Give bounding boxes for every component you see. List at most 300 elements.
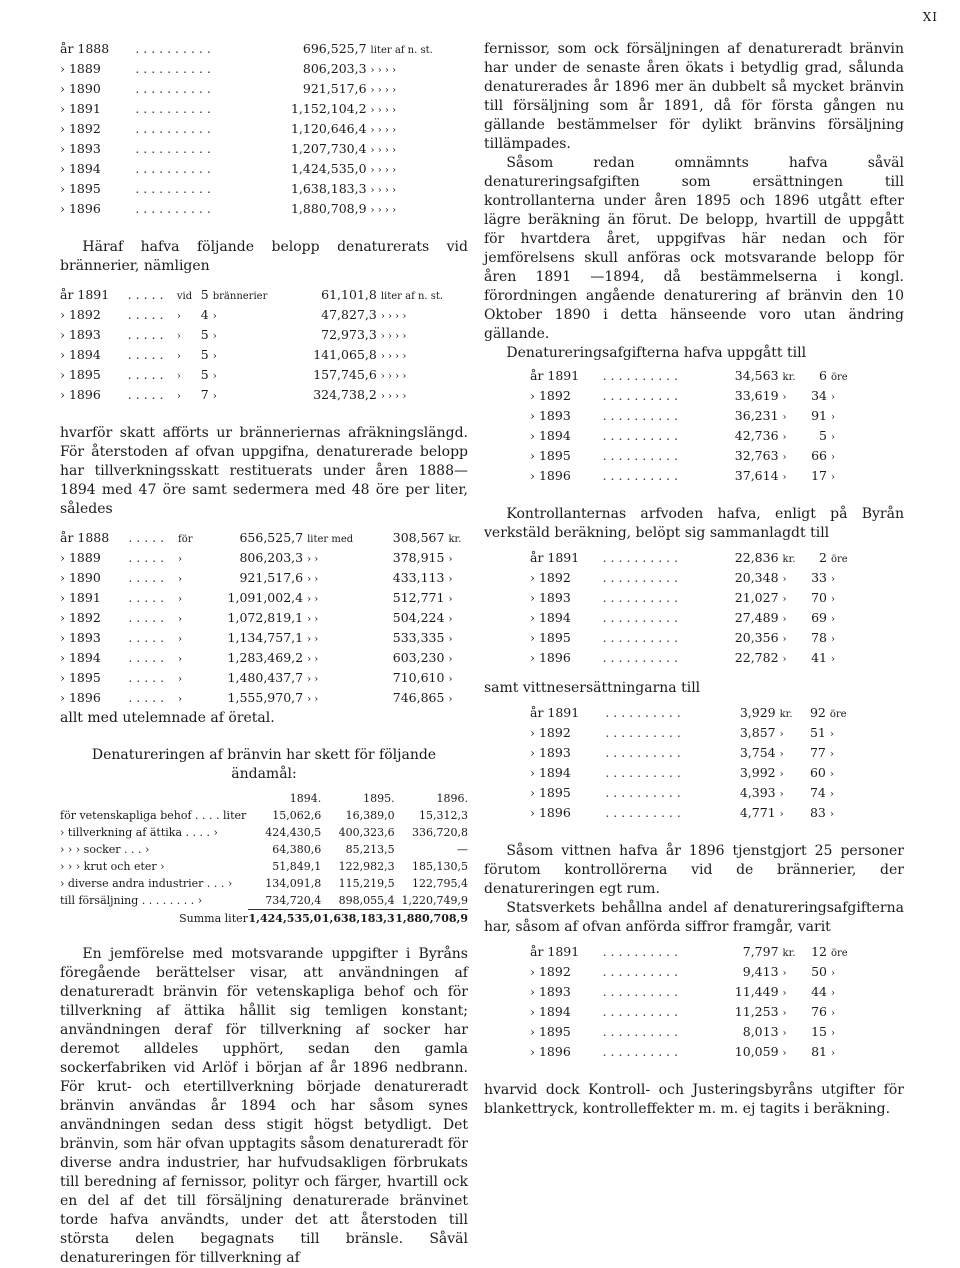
table-row	[60, 386, 468, 406]
kr-unit: ›	[782, 1008, 787, 1019]
paragraph-distilleries-intro: Häraf hafva följande belopp denaturerats vid brännerier, nämligen	[60, 239, 468, 274]
year-cell: › 1893	[530, 590, 571, 605]
pre-cell: ›	[178, 654, 183, 665]
ore-cell: 83	[809, 805, 826, 820]
ore-unit: ›	[829, 809, 834, 820]
ore-unit: öre	[830, 948, 848, 959]
paragraph-comparison: En jemförelse med motsvarande uppgifter i Byråns föregående berättelser visar, att användningen af denatureradt bränvin för vetenskapliga behof och för tillverkning af ättika hållit sig temligen konstant; användningen deraf för tillverkning af socker har deremot alldeles upphört, sedan den gamla sockerfabriken vid Arlöf i början af år 1896 nedbrann. För krut- och etertillverkning började denatureradt bränvin användas år 1894 och har såsom synes användningen sedan dess stigit högst betydligt. Det bränvin, som här ofvan upptagits såsom denatureradt för diverse andra industrier, har hufvudsakligen förbrukats till beredning af fernissor, polityr och färger, hvartill ock en del af det till försäljning denaturerade bränvinet torde hafva användts, under det att återstoden till största delen begagnats till bränsle. Såväl denatureringen för tillverkning af	[60, 946, 468, 1266]
year-cell: › 1896	[530, 1044, 571, 1059]
usage-value: 15,312,3	[419, 809, 468, 822]
leader-dots: . . . . . . . . . .	[602, 368, 679, 383]
amount-cell: 308,567	[392, 530, 445, 545]
year-cell: › 1893	[60, 141, 101, 156]
year-cell: › 1894	[60, 650, 101, 665]
ore-cell: 76	[811, 1004, 827, 1019]
sum-value: 1,880,708,9	[395, 910, 468, 928]
table-row	[60, 649, 468, 669]
liters-cell: 47,827,3	[321, 307, 377, 322]
usage-value: 51,849,1	[272, 860, 322, 873]
kr-cell: 3,992	[739, 765, 776, 780]
leader-dots: . . . . . . . . . .	[602, 630, 679, 645]
leader-dots: . . . . . . . . . .	[602, 964, 679, 979]
fees-table	[530, 367, 858, 487]
leader-dots: . . . . .	[128, 610, 165, 625]
table-row	[60, 669, 468, 689]
restitution-table	[60, 529, 468, 709]
liters-cell: 157,745,6	[313, 367, 377, 382]
unit-cell: › › › ›	[380, 371, 407, 382]
kr-cell: 4,771	[739, 805, 776, 820]
ore-cell: 66	[811, 448, 827, 463]
year-cell: › 1891	[60, 590, 101, 605]
unit-cell: ›	[448, 574, 453, 585]
table-row	[530, 804, 858, 824]
paragraph-fernissor: fernissor, som ock försäljningen af denatureradt bränvin har under de senaste åren ökats i betydlig grad, sålunda denaturerades år 1896 mer än dubbelt så mycket bränvin till försäljning som år 1891, då för första gången nu gällande bestämmelser för dylikt bränvins försäljning tillämpades.	[484, 41, 904, 152]
mid-cell: › ›	[307, 594, 319, 605]
liters-cell: 1,880,708,9	[290, 201, 367, 216]
ore-unit: ›	[829, 789, 834, 800]
kr-cell: 27,489	[734, 610, 779, 625]
year-cell: › 1896	[530, 468, 571, 483]
kr-unit: ›	[782, 472, 787, 483]
kr-cell: 36,231	[734, 408, 779, 423]
ore-unit: ›	[830, 574, 835, 585]
ore-unit: öre	[830, 372, 848, 383]
leader-dots: . . . . . . . . . .	[135, 141, 211, 156]
liters-cell: 806,203,3	[239, 550, 304, 565]
unit-cell: liter af n. st.	[380, 291, 444, 302]
kr-cell: 42,736	[734, 428, 779, 443]
kr-unit: ›	[782, 1048, 787, 1059]
vittnes-table	[530, 704, 858, 824]
table-row	[60, 346, 468, 366]
sum-label: Summa liter	[179, 912, 248, 925]
liters-cell: 1,072,819,1	[227, 610, 304, 625]
leader-dots: . . . . . . . . . .	[602, 388, 679, 403]
pre-cell: vid	[176, 291, 193, 302]
sum-value: 1,638,183,3	[321, 910, 394, 928]
ore-cell: 15	[811, 1024, 827, 1039]
mid-cell: › ›	[307, 674, 319, 685]
usage-value: 185,130,5	[412, 860, 468, 873]
kr-unit: ›	[779, 809, 784, 820]
unit-cell: › › › ›	[380, 311, 407, 322]
liters-cell: 696,525,7	[302, 41, 367, 56]
paragraph-vittnes-intro: samt vittnesersättningarna till	[484, 680, 701, 696]
leader-dots: . . . . . . . . . .	[605, 725, 681, 740]
kr-cell: 33,619	[734, 388, 779, 403]
ore-unit: ›	[830, 634, 835, 645]
table-row	[530, 589, 858, 609]
liters-cell: 141,065,8	[313, 347, 377, 362]
table-row	[530, 629, 858, 649]
amount-cell: 603,230	[392, 650, 445, 665]
kr-unit: kr.	[782, 372, 796, 383]
leader-dots: . . . . .	[127, 367, 164, 382]
kr-cell: 34,563	[734, 368, 779, 383]
year-cell: › 1894	[60, 161, 101, 176]
table-row	[60, 858, 468, 875]
ore-cell: 34	[811, 388, 827, 403]
table-row	[60, 824, 468, 841]
table-row	[60, 120, 468, 140]
header-blank	[60, 790, 248, 807]
ore-unit: ›	[830, 654, 835, 665]
year-cell: › 1892	[530, 964, 571, 979]
label-cell: ›	[212, 391, 217, 402]
ore-unit: ›	[830, 472, 835, 483]
liters-cell: 1,424,535,0	[290, 161, 367, 176]
kr-cell: 21,027	[734, 590, 779, 605]
unit-cell: › › › ›	[370, 185, 397, 196]
table-row	[530, 784, 858, 804]
leader-dots: . . . . . . . . . .	[602, 1004, 679, 1019]
pre-cell: ›	[178, 574, 183, 585]
leader-dots: . . . . . . . . . .	[605, 805, 681, 820]
kr-unit: ›	[782, 594, 787, 605]
kr-cell: 7,797	[742, 944, 779, 959]
kr-cell: 32,763	[734, 448, 779, 463]
leader-dots: . . . . .	[128, 630, 165, 645]
liters-cell: 1,283,469,2	[227, 650, 304, 665]
year-cell: › 1896	[60, 690, 101, 705]
leader-dots: . . . . . . . . . .	[602, 650, 679, 665]
leader-dots: . . . . . . . . . .	[602, 610, 679, 625]
count-cell: 4	[200, 307, 209, 322]
mid-cell: liter med	[307, 534, 354, 545]
ore-unit: ›	[830, 614, 835, 625]
amount-cell: 746,865	[392, 690, 445, 705]
leader-dots: . . . . . . . . . .	[602, 570, 679, 585]
table-row	[530, 649, 858, 669]
table-row	[530, 724, 858, 744]
label-cell: ›	[212, 371, 217, 382]
ore-cell: 6	[819, 368, 827, 383]
liters-cell: 806,203,3	[302, 61, 367, 76]
unit-cell: kr.	[448, 534, 462, 545]
ore-cell: 50	[811, 964, 827, 979]
year-cell: › 1890	[60, 570, 101, 585]
paragraph-blankettryck: hvarvid dock Kontroll- och Justeringsbyråns utgifter för blankettryck, kontrolleffekter m. m. ej tagits i beräkning.	[484, 1082, 904, 1117]
unit-cell: ›	[448, 554, 453, 565]
year-cell: › 1896	[60, 201, 101, 216]
kr-unit: ›	[779, 769, 784, 780]
liters-cell: 921,517,6	[302, 81, 367, 96]
pre-cell: för	[178, 534, 193, 545]
year-cell: › 1892	[530, 570, 571, 585]
table-row	[530, 744, 858, 764]
liters-cell: 656,525,7	[239, 530, 304, 545]
left-column	[60, 40, 468, 1268]
mid-cell: › ›	[307, 694, 319, 705]
leader-dots: . . . . . . . . . .	[602, 550, 679, 565]
ore-unit: öre	[829, 709, 847, 720]
year-cell: › 1895	[530, 1024, 571, 1039]
count-cell: 5	[200, 347, 209, 362]
paragraph-tax-restitution: hvarför skatt afförts ur bränneriernas afräkningslängd. För återstoden af ofvan uppgifna, denaturerade belopp har tillverkningsskatt restituerats under åren 1888—1894 med 47 öre samt sedermera med 48 öre per liter, således	[60, 425, 468, 517]
count-cell: 7	[200, 387, 209, 402]
leader-dots: . . . . .	[127, 387, 164, 402]
pre-cell: ›	[176, 351, 181, 362]
usage-value: 122,795,4	[412, 877, 468, 890]
year-cell: › 1892	[60, 121, 101, 136]
ore-cell: 17	[811, 468, 827, 483]
ore-unit: ›	[830, 988, 835, 999]
ore-cell: 51	[809, 725, 826, 740]
leader-dots: . . . . . . . . . .	[602, 448, 679, 463]
kr-unit: ›	[779, 729, 784, 740]
table-row	[60, 306, 468, 326]
year-cell: år 1891	[530, 550, 580, 565]
liters-cell: 1,555,970,7	[227, 690, 304, 705]
table-row	[60, 326, 468, 346]
leader-dots: . . . . . . . . . .	[602, 468, 679, 483]
year-cell: år 1891	[60, 287, 110, 302]
year-header: 1894.	[289, 792, 322, 805]
count-cell: 5	[200, 327, 209, 342]
table-row	[60, 875, 468, 892]
unit-cell: › › › ›	[370, 205, 397, 216]
year-cell: › 1889	[60, 61, 101, 76]
table-row	[530, 1043, 858, 1063]
year-cell: › 1895	[60, 670, 101, 685]
table-row	[60, 180, 468, 200]
distilleries-table	[60, 286, 468, 406]
amount-cell: 710,610	[392, 670, 445, 685]
liters-cell: 72,973,3	[321, 327, 377, 342]
ore-cell: 70	[811, 590, 827, 605]
year-cell: › 1891	[60, 101, 101, 116]
ore-cell: 74	[809, 785, 826, 800]
table-row	[530, 704, 858, 724]
kr-unit: ›	[782, 432, 787, 443]
table-row	[60, 892, 468, 910]
mid-cell: › ›	[307, 574, 319, 585]
year-header: 1896.	[436, 792, 468, 805]
usage-table	[60, 790, 468, 927]
unit-cell: ›	[448, 654, 453, 665]
usage-label: för vetenskapliga behof . . . . liter	[60, 809, 247, 822]
sum-value: 1,424,535,0	[248, 910, 321, 928]
year-cell: › 1896	[530, 650, 571, 665]
kr-unit: ›	[782, 614, 787, 625]
year-cell: › 1892	[60, 610, 101, 625]
year-cell: › 1895	[530, 448, 571, 463]
label-cell: ›	[212, 351, 217, 362]
table-row	[530, 427, 858, 447]
leader-dots: . . . . . . . . . .	[135, 81, 211, 96]
pre-cell: ›	[176, 371, 181, 382]
paragraph-fees-intro: Såsom redan omnämnts hafva såväl denatureringsafgiften som ersättningen till kontrollanterna under åren 1895 och 1896 utgått efter lägre beräkning än förut. De belopp, hvartill de uppgått för hvartdera året, uppgifvas här nedan och för jemförelsens skull anföras ock motsvarande belopp för åren 1891 —1894, då bestämmelserna i kongl. förordningen angående denaturering af bränvin den 10 Oktober 1890 i detta hänseende voro utan ändring gällande.	[484, 155, 904, 342]
kr-cell: 3,929	[739, 705, 776, 720]
liters-cell: 1,152,104,2	[290, 101, 367, 116]
unit-cell: ›	[448, 694, 453, 705]
amount-cell: 504,224	[392, 610, 445, 625]
year-cell: › 1894	[530, 610, 571, 625]
leader-dots: . . . . .	[128, 590, 165, 605]
table-row	[60, 100, 468, 120]
ore-cell: 44	[811, 984, 827, 999]
unit-cell: › › › ›	[370, 125, 397, 136]
table-row	[60, 589, 468, 609]
ore-cell: 2	[819, 550, 827, 565]
label-cell: brännerier	[212, 291, 268, 302]
usage-value: 400,323,6	[338, 826, 395, 839]
leader-dots: . . . . . . . . . .	[605, 785, 681, 800]
table-row	[60, 609, 468, 629]
kr-unit: ›	[779, 749, 784, 760]
usage-label: › › › socker . . . ›	[60, 843, 150, 856]
unit-cell: › › › ›	[370, 165, 397, 176]
year-header: 1895.	[363, 792, 395, 805]
liters-cell: 324,738,2	[313, 387, 377, 402]
table-row	[530, 447, 858, 467]
year-cell: › 1894	[530, 1004, 571, 1019]
table-row	[60, 689, 468, 709]
table-row	[530, 963, 858, 983]
ore-unit: ›	[829, 729, 834, 740]
table-row	[60, 569, 468, 589]
leader-dots: . . . . . . . . . .	[135, 61, 211, 76]
leader-dots: . . . . . . . . . .	[605, 745, 681, 760]
year-cell: år 1891	[530, 368, 580, 383]
year-cell: › 1894	[530, 428, 571, 443]
heading-usage: Denatureringen af bränvin har skett för följande ändamål:	[91, 747, 437, 782]
unit-cell: › › › ›	[370, 65, 397, 76]
table-row	[530, 764, 858, 784]
kr-cell: 10,059	[734, 1044, 779, 1059]
table-row	[530, 407, 858, 427]
ore-unit: öre	[830, 554, 848, 565]
usage-label: › tillverkning af ättika . . . . ›	[60, 826, 218, 839]
ore-cell: 77	[809, 745, 826, 760]
table-row	[530, 367, 858, 387]
pre-cell: ›	[176, 331, 181, 342]
unit-cell: ›	[448, 594, 453, 605]
kr-cell: 4,393	[739, 785, 776, 800]
table-row	[60, 286, 468, 306]
year-cell: › 1893	[530, 745, 571, 760]
leader-dots: . . . . .	[128, 690, 165, 705]
mid-cell: › ›	[307, 654, 319, 665]
table-row	[60, 629, 468, 649]
ore-cell: 92	[809, 705, 826, 720]
liters-cell: 1,207,730,4	[290, 141, 367, 156]
table-row	[60, 40, 468, 60]
ore-cell: 78	[811, 630, 827, 645]
liters-cell: 1,638,183,3	[290, 181, 367, 196]
pre-cell: ›	[178, 554, 183, 565]
ore-unit: ›	[830, 412, 835, 423]
liters-denatured-table	[60, 40, 468, 220]
page-number: XI	[922, 10, 938, 24]
leader-dots: . . . . . . . . . .	[135, 201, 211, 216]
leader-dots: . . . . . . . . . .	[602, 428, 679, 443]
table-row	[530, 1003, 858, 1023]
leader-dots: . . . . .	[127, 347, 164, 362]
table-row	[60, 807, 468, 824]
table-row	[60, 841, 468, 858]
kr-unit: kr.	[779, 709, 793, 720]
amount-cell: 378,915	[392, 550, 445, 565]
leader-dots: . . . . .	[127, 327, 164, 342]
kr-cell: 9,413	[742, 964, 779, 979]
year-cell: › 1895	[530, 630, 571, 645]
year-cell: › 1894	[60, 347, 101, 362]
usage-label: › › › krut och eter ›	[60, 860, 165, 873]
table-row	[530, 1023, 858, 1043]
kr-unit: ›	[782, 1028, 787, 1039]
kr-unit: ›	[782, 654, 787, 665]
pre-cell: ›	[176, 311, 181, 322]
kr-cell: 11,449	[734, 984, 779, 999]
unit-cell: › › › ›	[380, 391, 407, 402]
pre-cell: ›	[178, 694, 183, 705]
kr-unit: kr.	[782, 948, 796, 959]
table-row	[60, 80, 468, 100]
leader-dots: . . . . .	[128, 550, 165, 565]
ore-unit: ›	[830, 1028, 835, 1039]
usage-value: 424,430,5	[265, 826, 322, 839]
leader-dots: . . . . . . . . . .	[602, 408, 679, 423]
usage-value: 336,720,8	[412, 826, 468, 839]
year-cell: år 1888	[60, 530, 110, 545]
right-column	[484, 40, 904, 1119]
unit-cell: › › › ›	[370, 145, 397, 156]
usage-value: 734,720,4	[265, 894, 322, 907]
kr-unit: ›	[782, 452, 787, 463]
leader-dots: . . . . . . . . . .	[602, 590, 679, 605]
leader-dots: . . . . . . . . . .	[602, 1044, 679, 1059]
unit-cell: ›	[448, 674, 453, 685]
usage-value: 898,055,4	[338, 894, 395, 907]
year-cell: › 1889	[60, 550, 101, 565]
liters-cell: 61,101,8	[321, 287, 377, 302]
usage-value: 115,219,5	[338, 877, 395, 890]
kr-unit: ›	[782, 634, 787, 645]
year-cell: › 1896	[530, 805, 571, 820]
usage-value: 64,380,6	[272, 843, 322, 856]
kr-cell: 22,836	[734, 550, 779, 565]
paragraph-state-share: Statsverkets behållna andel af denatureringsafgifterna har, såsom af ofvan anförda siffror framgår, varit	[484, 900, 904, 935]
kr-cell: 37,614	[734, 468, 779, 483]
table-row	[60, 549, 468, 569]
state-share-table	[530, 943, 858, 1063]
leader-dots: . . . . .	[128, 650, 165, 665]
kr-unit: ›	[782, 412, 787, 423]
table-row	[530, 609, 858, 629]
paragraph-ore-note: allt med utelemnade af öretal.	[60, 710, 275, 726]
table-row	[530, 569, 858, 589]
kr-unit: ›	[782, 574, 787, 585]
table-row	[530, 943, 858, 963]
year-cell: › 1893	[530, 408, 571, 423]
unit-cell: liter af n. st.	[370, 45, 433, 56]
year-cell: år 1888	[60, 41, 110, 56]
usage-value: 16,389,0	[345, 809, 395, 822]
kr-cell: 20,356	[734, 630, 779, 645]
leader-dots: . . . . . . . . . .	[135, 41, 211, 56]
ore-cell: 81	[811, 1044, 827, 1059]
usage-value: 134,091,8	[265, 877, 322, 890]
table-row	[60, 160, 468, 180]
leader-dots: . . . . .	[128, 530, 165, 545]
table-row	[530, 983, 858, 1003]
kr-cell: 22,782	[734, 650, 779, 665]
ore-unit: ›	[829, 769, 834, 780]
usage-value: —	[457, 843, 468, 856]
label-cell: ›	[212, 331, 217, 342]
